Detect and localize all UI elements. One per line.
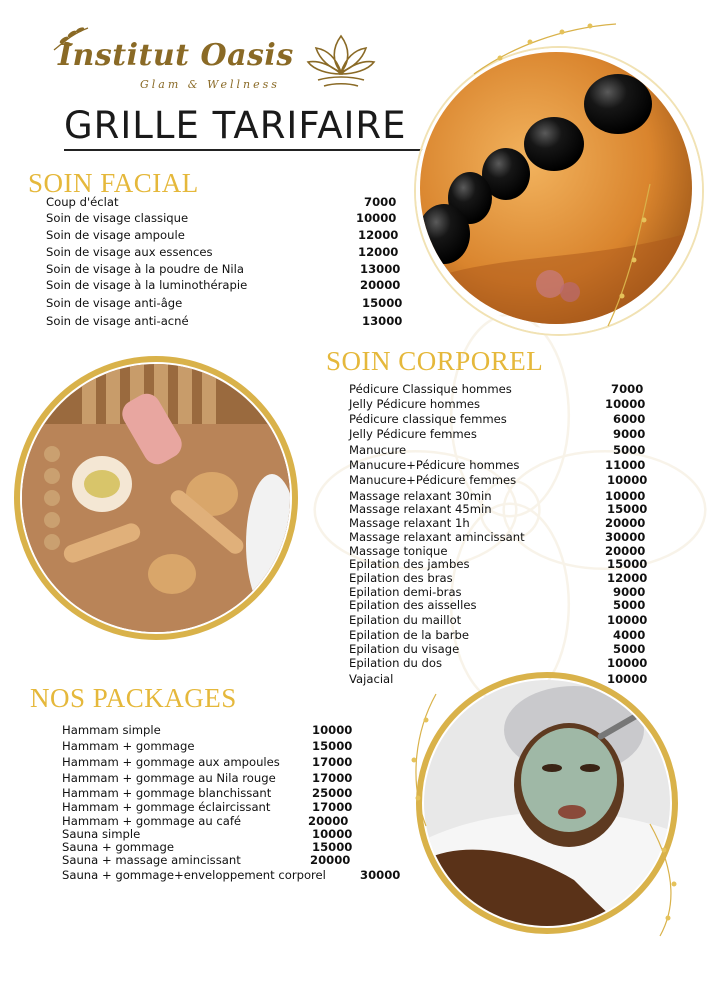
service-price: 12000: [358, 228, 399, 242]
service-price: 17000: [312, 800, 353, 814]
service-name: Epilation de la barbe: [349, 628, 470, 642]
service-name: Massage relaxant amincissant: [349, 530, 525, 544]
lotus-icon: [304, 28, 378, 94]
service-name: Sauna simple: [62, 827, 141, 841]
price-row: [349, 656, 649, 672]
price-row: [62, 739, 408, 755]
service-price: 10000: [607, 473, 648, 487]
price-row: [62, 723, 408, 739]
body-section-title: SOIN CORPOREL: [326, 346, 544, 376]
service-name: Massage relaxant 1h: [349, 516, 470, 530]
service-name: Jelly Pédicure femmes: [349, 427, 477, 441]
service-price: 15000: [312, 840, 353, 854]
service-name: Manucure+Pédicure femmes: [349, 473, 517, 487]
service-price: 15000: [362, 296, 403, 310]
price-row: [349, 443, 649, 459]
price-row: [62, 853, 408, 869]
service-price: 10000: [312, 723, 353, 737]
service-price: 10000: [607, 613, 648, 627]
service-price: 7000: [611, 382, 644, 396]
service-name: Hammam + gommage au Nila rouge: [62, 771, 276, 785]
price-row: [46, 314, 406, 330]
service-price: 6000: [613, 412, 646, 426]
service-price: 20000: [360, 278, 401, 292]
service-name: Coup d'éclat: [46, 195, 119, 209]
service-name: Sauna + gommage: [62, 840, 174, 854]
gold-vine-decoration: [396, 690, 446, 830]
service-price: 15000: [607, 557, 648, 571]
service-name: Manucure: [349, 443, 407, 457]
price-row: [349, 382, 649, 398]
packages-section-title: NOS PACKAGES: [30, 683, 237, 713]
service-price: 15000: [312, 739, 353, 753]
price-row: [349, 473, 649, 489]
gold-vine-decoration: [600, 180, 660, 330]
service-name: Manucure+Pédicure hommes: [349, 458, 520, 472]
service-name: Soin de visage ampoule: [46, 228, 185, 242]
service-name: Hammam + gommage aux ampoules: [62, 755, 280, 769]
price-row: [62, 771, 408, 787]
service-price: 17000: [312, 755, 353, 769]
service-price: 10000: [607, 672, 648, 686]
service-name: Massage relaxant 45min: [349, 502, 492, 516]
price-row: [46, 262, 406, 278]
price-row: [46, 211, 406, 227]
brand-tagline: Glam & Wellness: [140, 78, 280, 91]
page-title: GRILLE TARIFAIRE: [64, 104, 407, 147]
gold-vine-decoration: [470, 18, 620, 78]
service-name: Soin de visage aux essences: [46, 245, 213, 259]
service-price: 9000: [613, 585, 646, 599]
price-row: [46, 296, 406, 312]
service-name: Jelly Pédicure hommes: [349, 397, 481, 411]
service-name: Massage tonique: [349, 544, 448, 558]
brand-logo: [58, 22, 378, 100]
service-name: Hammam simple: [62, 723, 161, 737]
service-price: 9000: [613, 427, 646, 441]
service-name: Epilation des jambes: [349, 557, 470, 571]
service-price: 5000: [613, 598, 646, 612]
wood-tools-photo: [22, 364, 290, 632]
service-name: Hammam + gommage éclaircissant: [62, 800, 271, 814]
service-price: 20000: [308, 814, 349, 828]
service-name: Epilation des bras: [349, 571, 453, 585]
service-name: Epilation des aisselles: [349, 598, 477, 612]
service-price: 10000: [607, 656, 648, 670]
service-price: 20000: [605, 544, 646, 558]
price-row: [349, 412, 649, 428]
service-name: Epilation du maillot: [349, 613, 462, 627]
service-price: 12000: [607, 571, 648, 585]
service-name: Sauna + massage amincissant: [62, 853, 241, 867]
price-row: [349, 613, 649, 629]
service-price: 20000: [605, 516, 646, 530]
service-price: 13000: [360, 262, 401, 276]
service-price: 25000: [312, 786, 353, 800]
price-row: [46, 195, 406, 211]
service-price: 10000: [605, 489, 646, 503]
service-name: Soin de visage classique: [46, 211, 189, 225]
face-mask-photo: [424, 680, 670, 926]
service-price: 7000: [364, 195, 397, 209]
service-price: 12000: [358, 245, 399, 259]
price-row: [349, 458, 649, 474]
service-price: 17000: [312, 771, 353, 785]
price-row: [349, 427, 649, 443]
service-price: 5000: [613, 642, 646, 656]
service-name: Soin de visage à la poudre de Nila: [46, 262, 244, 276]
service-price: 10000: [312, 827, 353, 841]
service-name: Epilation demi-bras: [349, 585, 462, 599]
service-price: 30000: [360, 868, 401, 882]
service-price: 30000: [605, 530, 646, 544]
service-price: 15000: [607, 502, 648, 516]
service-name: Sauna + gommage+enveloppement corporel: [62, 868, 326, 882]
service-name: Vajacial: [349, 672, 394, 686]
service-price: 20000: [310, 853, 351, 867]
service-price: 10000: [605, 397, 646, 411]
title-underline: [64, 149, 426, 151]
service-price: 5000: [613, 443, 646, 457]
service-name: Epilation du visage: [349, 642, 460, 656]
facial-section-title: SOIN FACIAL: [28, 168, 199, 198]
service-name: Soin de visage à la luminothérapie: [46, 278, 248, 292]
service-price: 10000: [356, 211, 397, 225]
service-name: Soin de visage anti-acné: [46, 314, 189, 328]
brand-name: Institut Oasis: [58, 38, 294, 73]
price-row: [62, 755, 408, 771]
price-row: [46, 228, 406, 244]
service-price: 4000: [613, 628, 646, 642]
service-price: 11000: [605, 458, 646, 472]
service-name: Pédicure classique femmes: [349, 412, 507, 426]
service-name: Massage relaxant 30min: [349, 489, 492, 503]
service-name: Epilation du dos: [349, 656, 443, 670]
price-row: [62, 868, 408, 884]
service-name: Hammam + gommage au café: [62, 814, 242, 828]
price-row: [46, 245, 406, 261]
service-name: Hammam + gommage blanchissant: [62, 786, 272, 800]
gold-vine-decoration: [640, 820, 700, 940]
service-name: Hammam + gommage: [62, 739, 195, 753]
service-price: 13000: [362, 314, 403, 328]
price-row: [46, 278, 406, 294]
service-name: Pédicure Classique hommes: [349, 382, 512, 396]
service-name: Soin de visage anti-âge: [46, 296, 183, 310]
price-row: [349, 598, 649, 614]
price-row: [349, 397, 649, 413]
